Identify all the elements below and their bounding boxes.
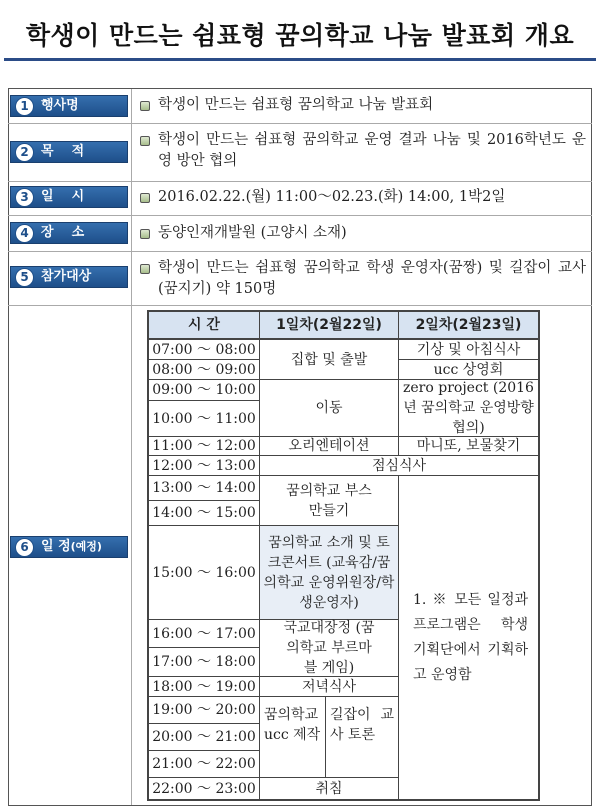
time-cell: 17:00 ～ 18:00: [149, 648, 259, 676]
bullet-icon: [140, 136, 150, 146]
schedule-label-main: 일 정: [41, 539, 71, 554]
bullet-icon: [140, 264, 150, 274]
row-divider: [8, 251, 592, 252]
section-label-venue: [10, 222, 128, 244]
header-day2: 2일차(2월23일): [399, 312, 538, 338]
time-cell: 13:00 ～ 14:00: [149, 476, 259, 500]
time-cell: 21:00 ～ 22:00: [149, 751, 259, 777]
day2-note: 1. ※ 모든 일정과 프로그램은 학생 기획단에서 기획하고 운영함: [399, 476, 538, 799]
section-label-schedule: [10, 536, 128, 558]
time-cell: 18:00 ～ 19:00: [149, 677, 259, 696]
day1-intro-talk-concert: 꿈의학교 소개 및 토크콘서트 (교육감/꿈의학교 운영위원장/학생운영자): [260, 526, 398, 619]
time-cell: 15:00 ～ 16:00: [149, 526, 259, 619]
section-label-purpose: [10, 141, 128, 163]
header-time: 시 간: [149, 312, 259, 338]
section-label-text: [41, 537, 102, 557]
section-label-text: 장 소: [41, 225, 85, 240]
day1-orientation: 오리엔테이션: [260, 437, 398, 455]
day1-move: 이동: [260, 380, 398, 436]
bullet-icon: [140, 193, 150, 203]
section-label-date: [10, 186, 128, 208]
lunch: 점심식사: [260, 456, 538, 475]
bullet-icon: [140, 101, 150, 111]
section-number: 3: [15, 188, 34, 207]
time-cell: 07:00 ～ 08:00: [149, 340, 259, 359]
day1-sleep: 취침: [260, 778, 398, 799]
event-name-value: 학생이 만드는 쉼표형 꿈의학교 나눔 발표회: [158, 97, 434, 113]
section-number: 5: [15, 268, 34, 287]
section-number: 2: [15, 143, 34, 162]
venue-value: 동양인재개발원 (고양시 소재): [158, 225, 347, 241]
time-cell: 22:00 ～ 23:00: [149, 778, 259, 799]
section-label-participants: [10, 266, 128, 288]
day2-wakeup: 기상 및 아침식사: [399, 340, 538, 359]
day2-manito: 마니또, 보물찾기: [399, 437, 538, 455]
time-cell: 16:00 ～ 17:00: [149, 620, 259, 647]
title-area: [0, 0, 600, 64]
day1-gathering: 집합 및 출발: [260, 340, 398, 379]
participants-value: 학생이 만드는 쉼표형 꿈의학교 학생 운영자(꿈짱) 및 길잡이 교사(꿈지기) 약 150명: [158, 260, 586, 297]
date-value: 2016.02.22.(월) 11:00～02.23.(화) 14:00, 1박2일: [158, 189, 506, 205]
section-number: 4: [15, 224, 34, 243]
column-divider: [131, 89, 132, 805]
day1-booth: 꿈의학교 부스 만들기: [260, 476, 398, 525]
header-day1: 1일차(2월22일): [260, 312, 398, 338]
time-cell: 19:00 ～ 20:00: [149, 697, 259, 723]
section-number: 1: [15, 97, 34, 116]
day1-teacher-discussion: 길잡이 교사 토론: [326, 697, 398, 777]
section-label-text: 참가대상: [41, 269, 92, 284]
time-cell: 12:00 ～ 13:00: [149, 456, 259, 475]
row-divider: [8, 305, 592, 306]
time-cell: 14:00 ～ 15:00: [149, 501, 259, 525]
section-label-text: 행사명: [41, 98, 79, 113]
title-underline: [4, 58, 596, 61]
schedule-table: [147, 310, 540, 801]
time-cell: 10:00 ～ 11:00: [149, 401, 259, 436]
row-divider: [8, 215, 592, 216]
purpose-value: 학생이 만드는 쉼표형 꿈의학교 운영 결과 나눔 및 2016학년도 운영 방안 협의: [158, 132, 586, 169]
time-cell: 09:00 ～ 10:00: [149, 380, 259, 400]
section-label-text: 목 적: [41, 144, 85, 159]
section-label-event-name: [10, 95, 128, 117]
row-divider: [8, 181, 592, 182]
day1-festival: 국교대장정 (꿈의학교 부르마블 게임): [260, 620, 398, 676]
schedule-label-suffix: (예정): [70, 540, 102, 553]
time-cell: 08:00 ～ 09:00: [149, 360, 259, 379]
page-title: 학생이 만드는 쉼표형 꿈의학교 나눔 발표회 개요: [25, 21, 575, 50]
time-cell: 20:00 ～ 21:00: [149, 724, 259, 750]
day2-ucc-show: ucc 상영회: [399, 360, 538, 379]
day1-dinner: 저녁식사: [260, 677, 398, 696]
section-number: 6: [15, 538, 34, 557]
time-cell: 11:00 ～ 12:00: [149, 437, 259, 455]
section-label-text: 일 시: [41, 189, 85, 204]
day1-ucc-production: 꿈의학교 ucc 제작: [260, 697, 325, 777]
day2-zero-project: zero project (2016년 꿈의학교 운영방향 협의): [399, 380, 538, 436]
row-divider: [8, 123, 592, 124]
bullet-icon: [140, 229, 150, 239]
